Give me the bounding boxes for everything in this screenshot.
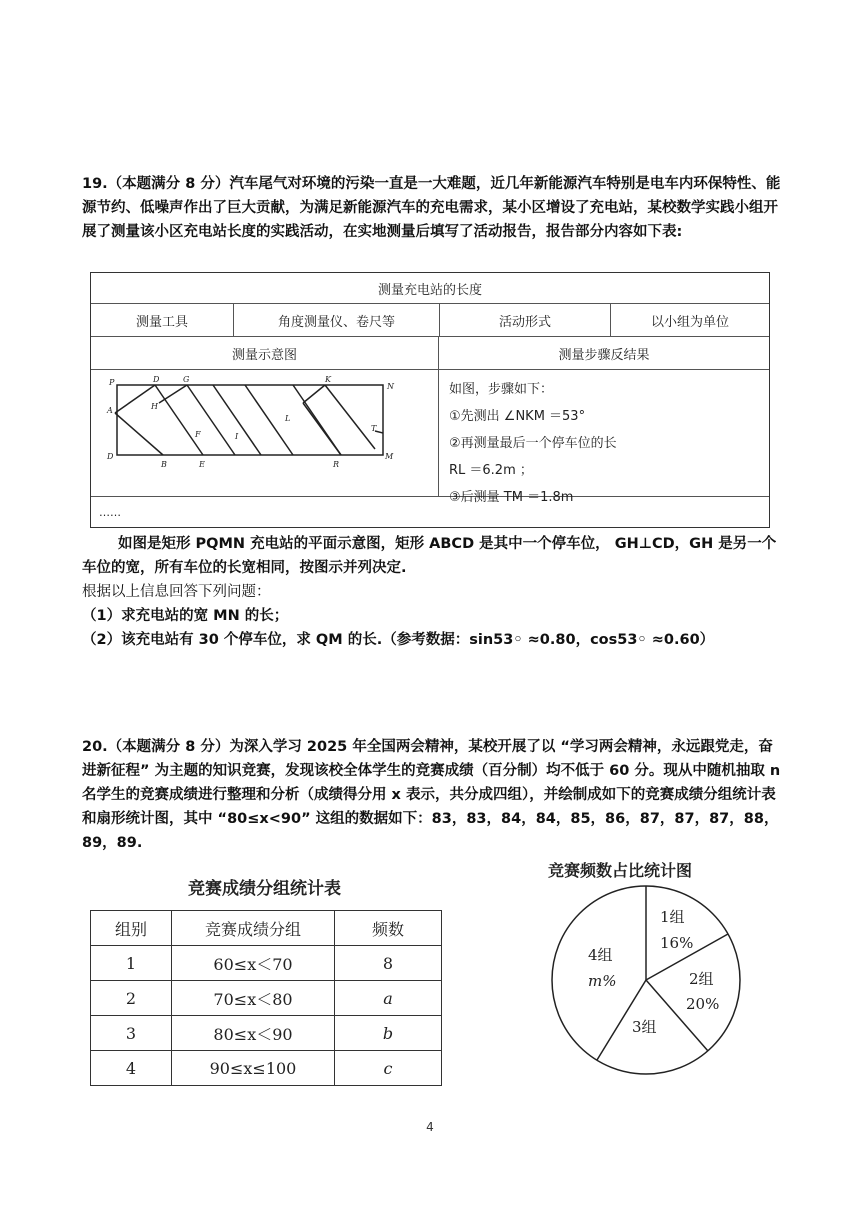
step-line: RL ＝6.2m ；: [449, 463, 533, 478]
measurement-steps: [439, 370, 627, 517]
measurement-diagram-cell: [91, 370, 439, 496]
svg-text:B: B: [160, 460, 167, 469]
cell-frequency: a: [335, 981, 442, 1016]
cell-range: 80≤x＜90: [172, 1016, 335, 1051]
cell-range: 70≤x＜80: [172, 981, 335, 1016]
slice-2-pct: 20%: [686, 995, 720, 1013]
report-ellipsis: ……: [99, 505, 121, 519]
q19-description: 如图是矩形 PQMN 充电站的平面示意图，矩形 ABCD 是其中一个停车位， GH⊥CD，GH 是另一个车位的宽，所有车位的长宽相同，按图示并列决定.: [82, 536, 777, 576]
station-rectangle: [117, 385, 383, 455]
q19-intro: 19.（本题满分 8 分）汽车尾气对环境的污染一直是一大难题，近几年新能源汽车特别是电车内环保特性、能源节约、低噪声作出了巨大贡献，为满足新能源汽车的充电需求，某小区增设了充电站，某校数学实践小组开展了测量该小区充电站长度的实践活动，在实地测量后填写了活动报告，报告部分内容如下表:: [82, 176, 781, 240]
step-line: 如图，步骤如下：: [449, 382, 554, 397]
group-statistics-table: [90, 910, 442, 1086]
svg-text:D: D: [152, 375, 159, 384]
activity-report-table: [90, 272, 770, 528]
cell-group: 4: [91, 1051, 172, 1086]
parking-diagram: [95, 373, 435, 493]
q20-intro: 20.（本题满分 8 分）为深入学习 2025 年全国两会精神，某校开展了以 “学习两会精神，永远跟党走，奋进新征程” 为主题的知识竞赛，发现该校全体学生的竞赛成绩（百分制）均不低于 60 分。现从中随机抽取 n 名学生的竞赛成绩进行整理和分析（成绩得分用 x 表示，共分成四组），并绘制成如下的竞赛成绩分组统计表和扇形统计图，其中 “80≤x<90” 这组的数据如下：83，83，84，84，85，86，87，87，87，88，89，89.: [82, 739, 781, 851]
svg-text:N: N: [386, 382, 394, 391]
pie-divider: [646, 980, 708, 1051]
measurement-steps-cell: [439, 370, 769, 505]
report-title: 测量充电站的长度: [377, 282, 482, 298]
cell-range: 90≤x≤100: [172, 1051, 335, 1086]
page-number: 4: [426, 1120, 434, 1134]
diagram-label: 测量示意图: [91, 337, 439, 369]
header-frequency: 频数: [335, 911, 442, 946]
question-20: [82, 735, 782, 855]
svg-text:P: P: [108, 378, 114, 387]
result-label: 测量步骤反结果: [558, 347, 650, 363]
step-line: ②再测量最后一个停车位的长: [449, 436, 617, 451]
form-value: 以小组为单位: [650, 314, 729, 330]
header-score-range: 竞赛成绩分组: [172, 911, 335, 946]
slice-1-pct: 16%: [660, 934, 694, 952]
table-header-row: [91, 911, 442, 946]
slice-4-name: 4组: [588, 946, 613, 964]
question-19: [82, 172, 782, 244]
svg-text:R: R: [332, 460, 339, 469]
pie-chart: [548, 880, 748, 1080]
svg-text:H: H: [150, 402, 158, 411]
pie-chart-title: 竞赛频数占比统计图: [548, 861, 693, 880]
cell-group: 1: [91, 946, 172, 981]
cell-frequency: b: [335, 1016, 442, 1051]
form-label: 活动形式: [440, 304, 611, 336]
q19-part-1: （1）求充电站的宽 MN 的长；: [82, 608, 289, 624]
table-row: [91, 981, 442, 1016]
table-row: [91, 1051, 442, 1086]
svg-text:I: I: [234, 432, 238, 441]
step-line: ①先测出 ∠NKM ＝53°: [449, 409, 586, 424]
header-group: 组别: [91, 911, 172, 946]
svg-text:A: A: [106, 406, 113, 415]
cell-group: 3: [91, 1016, 172, 1051]
slice-2-name: 2组: [689, 970, 714, 988]
cell-frequency: c: [335, 1051, 442, 1086]
group-table-title: 竞赛成绩分组统计表: [188, 879, 341, 899]
cell-range: 60≤x＜70: [172, 946, 335, 981]
cell-group: 2: [91, 981, 172, 1016]
slice-3-name: 3组: [632, 1018, 657, 1036]
tool-label: 测量工具: [91, 304, 234, 336]
svg-text:L: L: [284, 414, 290, 423]
q19-body: [82, 532, 782, 652]
tool-value: 角度测量仪、卷尺等: [234, 304, 440, 336]
svg-text:F: F: [194, 430, 201, 439]
svg-text:K: K: [324, 375, 331, 384]
slice-4-pct: m%: [588, 972, 617, 990]
table-row: [91, 1016, 442, 1051]
svg-text:T: T: [370, 424, 376, 433]
svg-text:D: D: [106, 452, 113, 461]
table-row: [91, 946, 442, 981]
cell-frequency: 8: [335, 946, 442, 981]
q19-prompt: 根据以上信息回答下列问题：: [82, 584, 271, 600]
svg-text:M: M: [384, 452, 393, 461]
svg-text:E: E: [198, 460, 205, 469]
q19-part-2: （2）该充电站有 30 个停车位，求 QM 的长.（参考数据：sin53◦ ≈0.80，cos53◦ ≈0.60）: [82, 632, 715, 648]
slice-1-name: 1组: [660, 908, 685, 926]
step-line: ③后测量 TM ＝1.8m: [449, 490, 574, 505]
svg-text:G: G: [182, 375, 189, 384]
